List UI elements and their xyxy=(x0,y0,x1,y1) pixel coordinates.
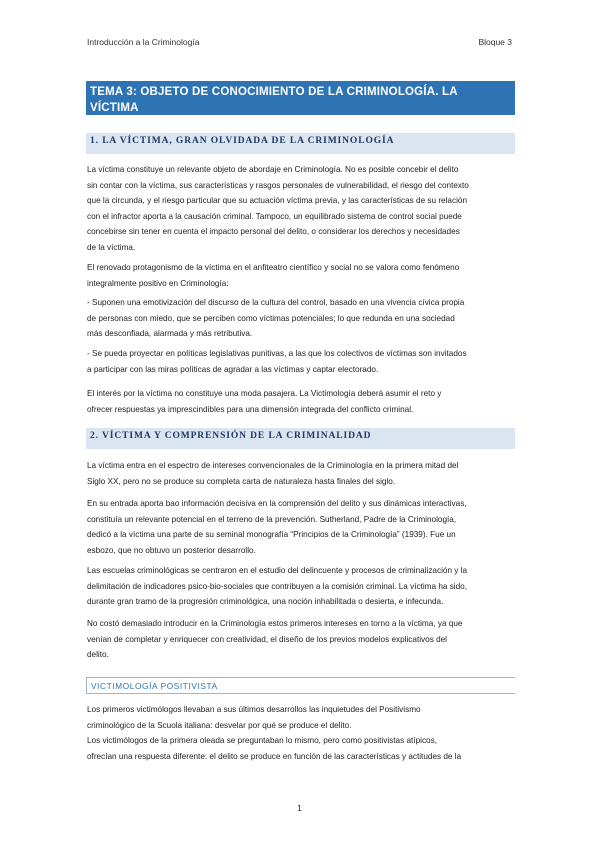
paragraph-3 xyxy=(87,295,513,342)
section-2-heading: 2. VÍCTIMA Y COMPRENSIÓN DE LA CRIMINALIDAD xyxy=(86,428,515,449)
text-line: concebirse sin tener en cuenta el impacto personal del delito, o considerar los derechos y necesidades xyxy=(87,227,460,237)
text-line: que la circunda, y el riesgo particular que su actuación víctima previa, y las características de su relación xyxy=(87,196,467,206)
text-line: Los primeros victimólogos llevaban a sus últimos desarrollos las inquietudes del Positivismo xyxy=(87,705,421,714)
text-line: esbozo, que no obtuvo un posterior desarrollo. xyxy=(87,545,256,555)
text-line: Los victimólogos de la primera oleada se preguntaban lo mismo, pero como positivistas atípicos, xyxy=(87,736,437,746)
text-line: El interés por la víctima no constituye una moda pasajera. La Victimología deberá asumir el reto y xyxy=(87,389,442,398)
text-line: ofrecían una respuesta diferente: el delito se produce en función de las características y actitudes de la xyxy=(87,751,462,761)
text-line: durante gran tramo de la progresión criminológica, una noción inhabilitada o desierta, e infecunda. xyxy=(87,597,444,607)
text-line: Las escuelas criminológicas se centraron en el estudio del delincuente y procesos de criminalización y la xyxy=(87,566,468,575)
text-line: La víctima entra en el espectro de intereses convencionales de la Criminología en la primera mitad del xyxy=(87,461,459,470)
text-line: - Se pueda proyectar en políticas legislativas punitivas, a las que los colectivos de víctimas son invitados xyxy=(87,349,467,358)
paragraph-2 xyxy=(87,260,513,291)
text-line: delimitación de indicadores psico-bio-sociales que contribuyen a la comisión criminal. La víctima ha sido, xyxy=(87,581,467,591)
text-line: - Suponen una emotivización del discurso de la cultura del control, basado en una vivencia cívica propia xyxy=(87,298,465,307)
text-line: de personas con miedo, que se perciben como víctimas potenciales; lo que redunda en una sociedad xyxy=(87,313,455,323)
text-line: a participar con las miras políticas de agradar a las víctimas y captar electorado. xyxy=(87,364,379,374)
paragraph-1 xyxy=(87,162,513,256)
text-line: En su entrada aporta bao información decisiva en la comprensión del delito y sus dinámicas interactivas, xyxy=(87,499,467,508)
chapter-title xyxy=(86,81,515,115)
paragraph-8 xyxy=(87,563,513,610)
chapter-title-line-2: VÍCTIMA xyxy=(90,102,139,114)
text-line: delito. xyxy=(87,650,109,660)
chapter-title-line-1: TEMA 3: OBJETO DE CONOCIMIENTO DE LA CRIMINOLOGÍA. LA xyxy=(90,86,458,98)
text-line: constituía un relevante potencial en el terreno de la prevención. Sutherland, Padre de la Criminología, xyxy=(87,514,457,524)
paragraph-10 xyxy=(87,702,513,764)
text-line: La víctima constituye un relevante objeto de abordaje en Criminología. No es posible concebir el delito xyxy=(87,165,459,174)
text-line: dedicó a la víctima una parte de su seminal monografía “Principios de la Criminología” (1939). Fue un xyxy=(87,530,456,540)
text-line: ofrecer respuestas ya imprescindibles para una dimensión integrada del conflicto criminal. xyxy=(87,404,414,414)
page-number: 1 xyxy=(297,803,302,813)
subsection-heading: VICTIMOLOGÍA POSITIVISTA xyxy=(86,677,515,694)
header-left: Introducción a la Criminología xyxy=(87,37,200,47)
text-line: Siglo XX, pero no se produce su completa carta de naturaleza hasta finales del siglo. xyxy=(87,476,396,486)
text-line: venían de completar y enriquecer con creatividad, el diseño de los previos modelos explicativos del xyxy=(87,634,447,644)
paragraph-7 xyxy=(87,496,513,558)
text-line: criminológico de la Scuola italiana: desvelar por qué se produce el delito. xyxy=(87,720,352,730)
text-line: No costó demasiado introducir en la Criminología estos primeros intereses en torno a la víctima, ya que xyxy=(87,619,463,628)
paragraph-4 xyxy=(87,346,513,377)
text-line: sin contar con la víctima, sus características y rasgos personales de vulnerabilidad, el riesgo del contexto xyxy=(87,180,469,190)
paragraph-5 xyxy=(87,386,513,417)
paragraph-6 xyxy=(87,458,513,489)
text-line: El renovado protagonismo de la víctima en el anfiteatro científico y social no se valora como fenómeno xyxy=(87,263,460,272)
header-right: Bloque 3 xyxy=(478,37,512,47)
section-1-heading: 1. LA VÍCTIMA, GRAN OLVIDADA DE LA CRIMINOLOGÍA xyxy=(86,133,515,154)
text-line: más desconfiada, alarmada y más retributiva. xyxy=(87,329,253,339)
text-line: con el infractor aporta a la causación criminal. Tampoco, un equilibrado sistema de control social puede xyxy=(87,211,462,221)
text-line: de la víctima. xyxy=(87,242,136,252)
paragraph-9 xyxy=(87,616,513,663)
text-line: integralmente positivo en Criminología: xyxy=(87,278,229,288)
